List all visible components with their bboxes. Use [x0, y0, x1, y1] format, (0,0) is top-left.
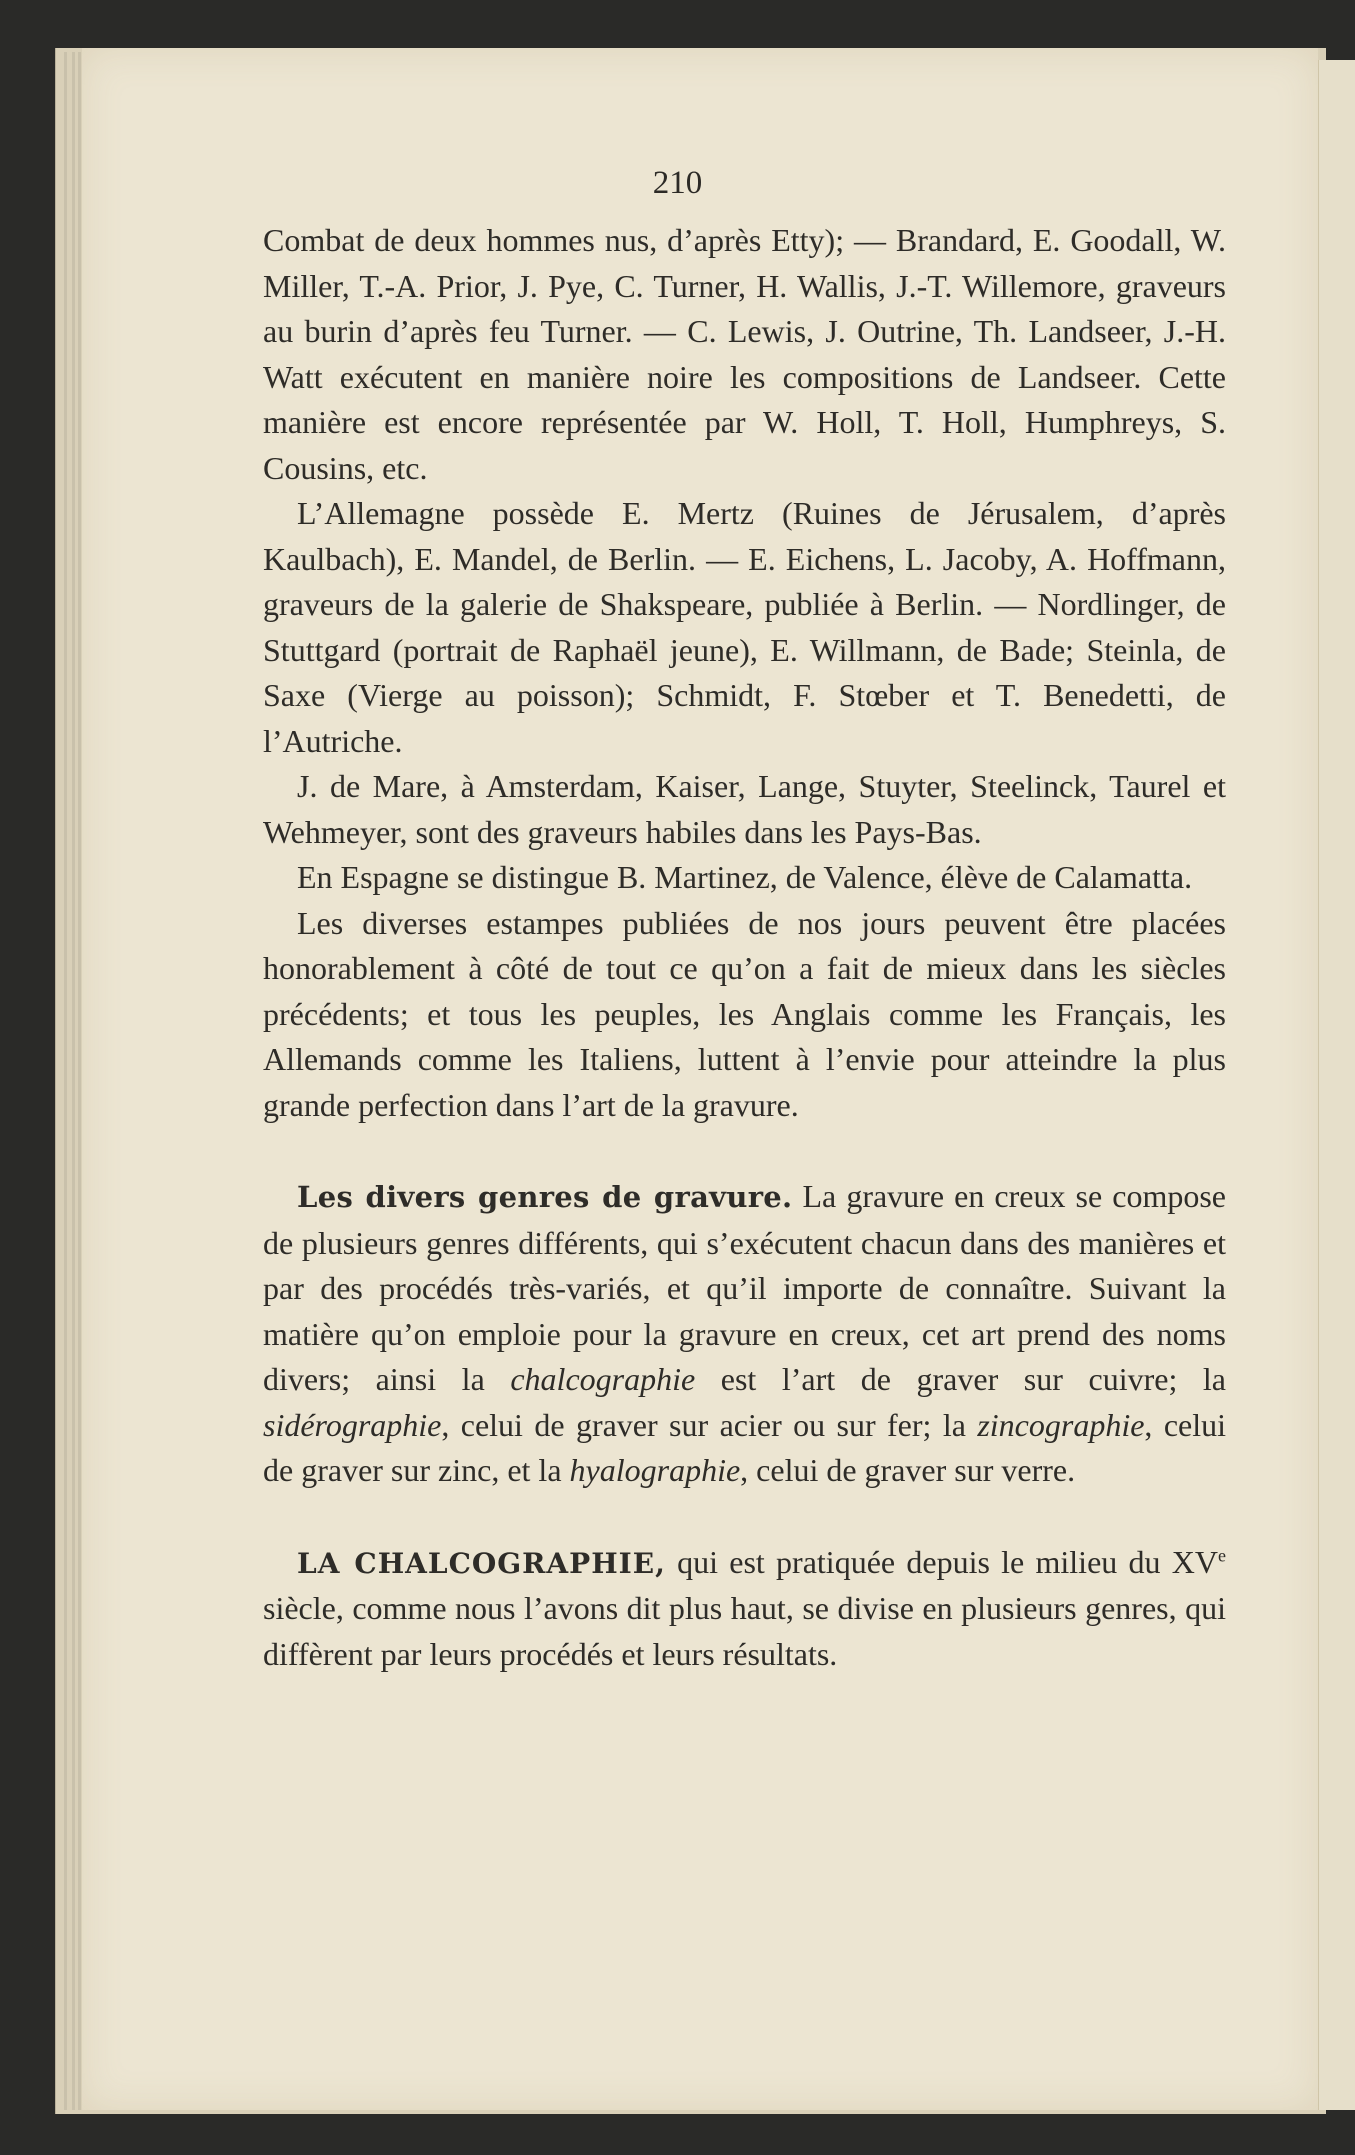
term: hyalographie — [569, 1452, 741, 1488]
text-run: est l’art de graver sur cuivre; la — [695, 1361, 1227, 1397]
facing-page-edge — [1317, 60, 1355, 2110]
paragraph: Les diverses estampes publiées de nos jours peuvent être placées honorablement à côté de tout ce qu’on a fait de mieux dans les siècles précédents; et tous les peuples, les Anglais comme les Français, les Allemands comme les Italiens, luttent à l’envie pour atteindre la plus grande perfection dans l’art de la gravure. — [263, 904, 1226, 1123]
text-run: , celui de graver sur verre. — [740, 1452, 1076, 1488]
section-heading: Les divers genres de gravure. — [297, 1180, 793, 1214]
body-text — [263, 218, 1226, 1677]
section-chalcographie — [263, 1540, 1226, 1678]
text-run: qui est pratiquée depuis le milieu du XV — [665, 1543, 1219, 1580]
page-number: 210 — [652, 165, 703, 201]
section-genres — [263, 1174, 1226, 1494]
section-heading: LA CHALCOGRAPHIE, — [297, 1546, 666, 1580]
term: sidérographie — [263, 1406, 442, 1443]
term: zincographie — [977, 1406, 1145, 1443]
term: chalcographie — [510, 1361, 696, 1397]
page-edge — [78, 52, 81, 2110]
superscript: e — [1218, 1544, 1227, 1565]
page-edge — [64, 52, 67, 2110]
paragraph: J. de Mare, à Amsterdam, Kaiser, Lange, Stuyter, Steelinck, Taurel et Wehmeyer, sont des graveurs habiles dans les Pays-Bas. — [263, 768, 1226, 850]
paragraph: Combat de deux hommes nus, d’après Etty); — Brandard, E. Goodall, W. Miller, T.-A. Prior, J. Pye, C. Turner, H. Wallis, J.-T. Willemore, graveurs au burin d’après feu Turner. — C. Lewis, J. Outrine, Th. Landseer, J.-H. Watt exécutent en manière noire les compositions de Landseer. Cette manière est encore représentée par W. Holl, T. Holl, Humphreys, S. Cousins, etc. — [263, 222, 1226, 486]
paragraph: En Espagne se distingue B. Martinez, de Valence, élève de Calamatta. — [297, 859, 1193, 895]
page-edge — [72, 52, 75, 2110]
text-run: , celui de graver sur zinc, et la — [263, 1406, 1227, 1488]
text-run: La gravure en creux se compose de plusieurs genres différents, qui s’exécutent chacun dans des manières et par des procédés très-variés, et qu’il importe de connaître. Suivant la matière qu’on emploie pour la gravure en creux, cet art prend des noms divers; ainsi la — [263, 1178, 1226, 1397]
text-run: , celui de graver sur acier ou sur fer; la — [441, 1406, 978, 1443]
paragraph: L’Allemagne possède E. Mertz (Ruines de Jérusalem, d’après Kaulbach), E. Mandel, de Berlin. — E. Eichens, L. Jacoby, A. Hoffmann, graveurs de la galerie de Shakspeare, publiée à Berlin. — Nordlinger, de Stuttgard (portrait de Raphaël jeune), E. Willmann, de Bade; Steinla, de Saxe (Vierge au poisson); Schmidt, F. Stœber et T. Benedetti, de l’Autriche. — [263, 495, 1226, 759]
text-run: siècle, comme nous l’avons dit plus haut, se divise en plusieurs genres, qui diffèrent par leurs procédés et leurs résultats. — [263, 1590, 1226, 1672]
